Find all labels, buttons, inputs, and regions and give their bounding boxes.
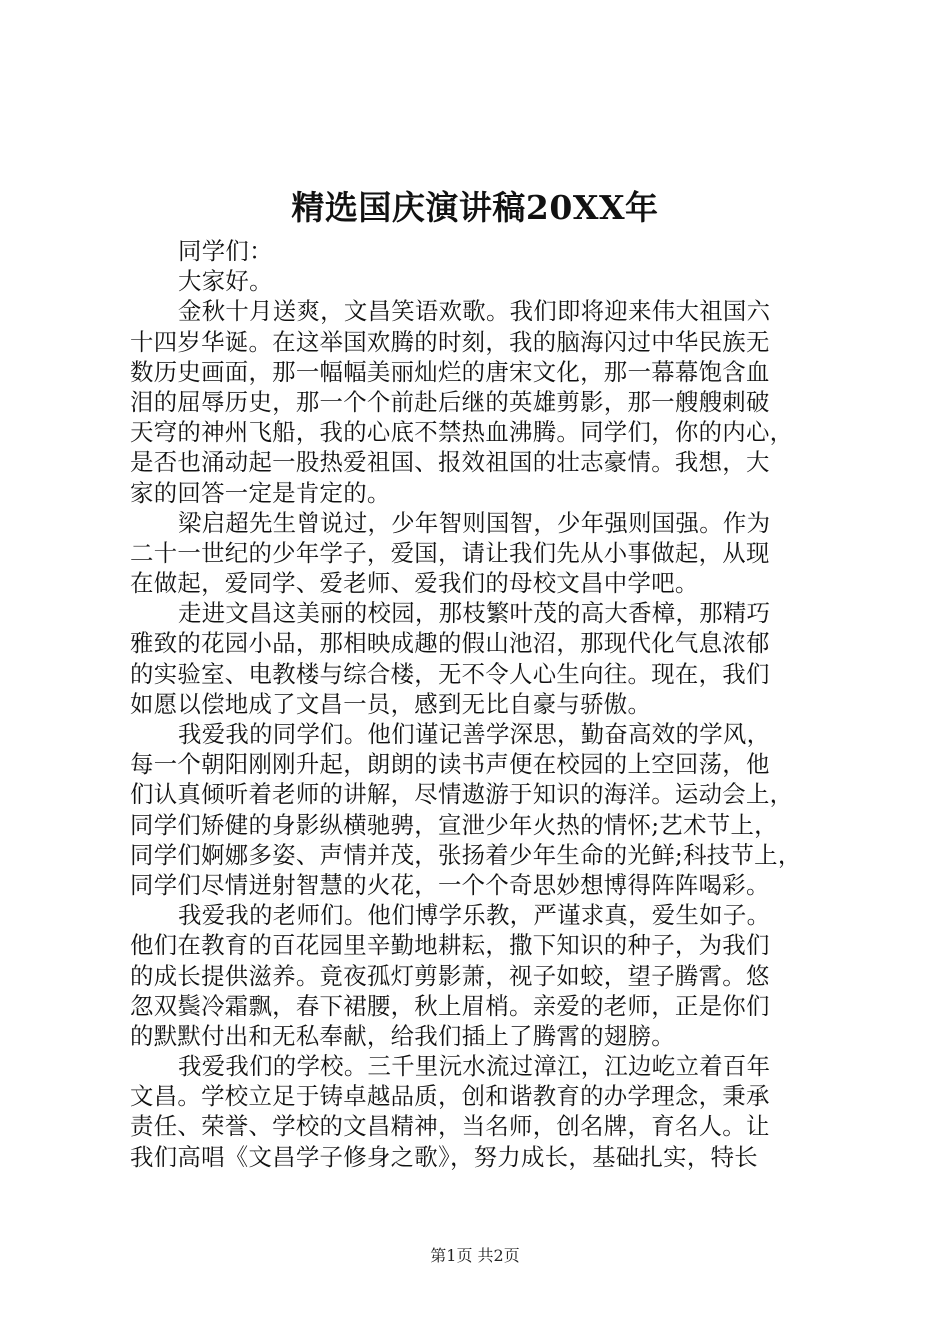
text-line: 二十一世纪的少年学子，爱国，请让我们先从小事做起，从现 xyxy=(130,538,770,567)
text-line: 我爱我们的学校。三千里沅水流过漳江，江边屹立着百年 xyxy=(178,1052,771,1081)
text-line: 我爱我的同学们。他们谨记善学深思，勤奋高效的学风， xyxy=(178,720,771,748)
text-line: 的成长提供滋养。竟夜孤灯剪影萧，视子如蛟，望子腾霄。悠 xyxy=(130,961,770,990)
text-line: 他们在教育的百花园里辛勤地耕耘，撒下知识的种子，为我们 xyxy=(130,931,770,960)
text-line: 忽双鬓冷霜飘，春下裙腰，秋上眉梢。亲爱的老师，正是你们 xyxy=(130,991,770,1020)
text-line: 同学们婀娜多姿、声情并茂，张扬着少年生命的光鲜;科技节上， xyxy=(130,840,802,869)
text-line: 是否也涌动起一股热爱祖国、报效祖国的壮志豪情。我想，大 xyxy=(130,448,770,477)
text-line: 同学们： xyxy=(178,237,273,265)
document-title: 精选国庆演讲稿20XX年 xyxy=(291,188,659,227)
text-line: 天穹的神州飞船，我的心底不禁热血沸腾。同学们，你的内心， xyxy=(130,418,794,447)
text-line: 我们高唱《文昌学子修身之歌》，努力成长，基础扎实，特长 xyxy=(130,1142,758,1171)
text-line: 责任、荣誉、学校的文昌精神，当名师，创名牌，育名人。让 xyxy=(130,1112,770,1141)
text-line: 如愿以偿地成了文昌一员，感到无比自豪与骄傲。 xyxy=(130,689,652,718)
text-line: 的默默付出和无私奉献，给我们插上了腾霄的翅膀。 xyxy=(130,1021,675,1050)
text-line: 家的回答一定是肯定的。 xyxy=(130,478,391,507)
text-line: 同学们矫健的身影纵横驰骋，宣泄少年火热的情怀;艺术节上， xyxy=(130,810,778,839)
text-line: 十四岁华诞。在这举国欢腾的时刻，我的脑海闪过中华民族无 xyxy=(130,327,770,356)
text-line: 同学们尽情迸射智慧的火花，一个个奇思妙想博得阵阵喝彩。 xyxy=(130,870,770,899)
text-line: 们认真倾听着老师的讲解，尽情遨游于知识的海洋。运动会上， xyxy=(130,780,794,809)
text-line: 金秋十月送爽，文昌笑语欢歌。我们即将迎来伟大祖国六 xyxy=(178,297,771,326)
text-line: 雅致的花园小品，那相映成趣的假山池沼，那现代化气息浓郁 xyxy=(130,629,770,658)
text-line: 走进文昌这美丽的校园，那枝繁叶茂的高大香樟，那精巧 xyxy=(178,599,771,628)
text-line: 我爱我的老师们。他们博学乐教，严谨求真，爱生如子。 xyxy=(178,901,771,930)
text-line: 在做起，爱同学、爱老师、爱我们的母校文昌中学吧。 xyxy=(130,569,699,598)
text-line: 每一个朝阳刚刚升起，朗朗的读书声便在校园的上空回荡，他 xyxy=(130,750,770,779)
text-line: 泪的屈辱历史，那一个个前赴后继的英雄剪影，那一艘艘刺破 xyxy=(130,387,770,416)
page-footer: 第1页 共2页 xyxy=(430,1246,520,1265)
text-line: 数历史画面，那一幅幅美丽灿烂的唐宋文化，那一幕幕饱含血 xyxy=(130,357,770,386)
text-line: 梁启超先生曾说过，少年智则国智，少年强则国强。作为 xyxy=(178,508,771,537)
text-line: 的实验室、电教楼与综合楼，无不令人心生向往。现在，我们 xyxy=(130,659,770,688)
text-line: 大家好。 xyxy=(178,267,273,296)
text-line: 文昌。学校立足于铸卓越品质，创和谐教育的办学理念，秉承 xyxy=(130,1082,770,1111)
document-body xyxy=(130,236,834,1172)
